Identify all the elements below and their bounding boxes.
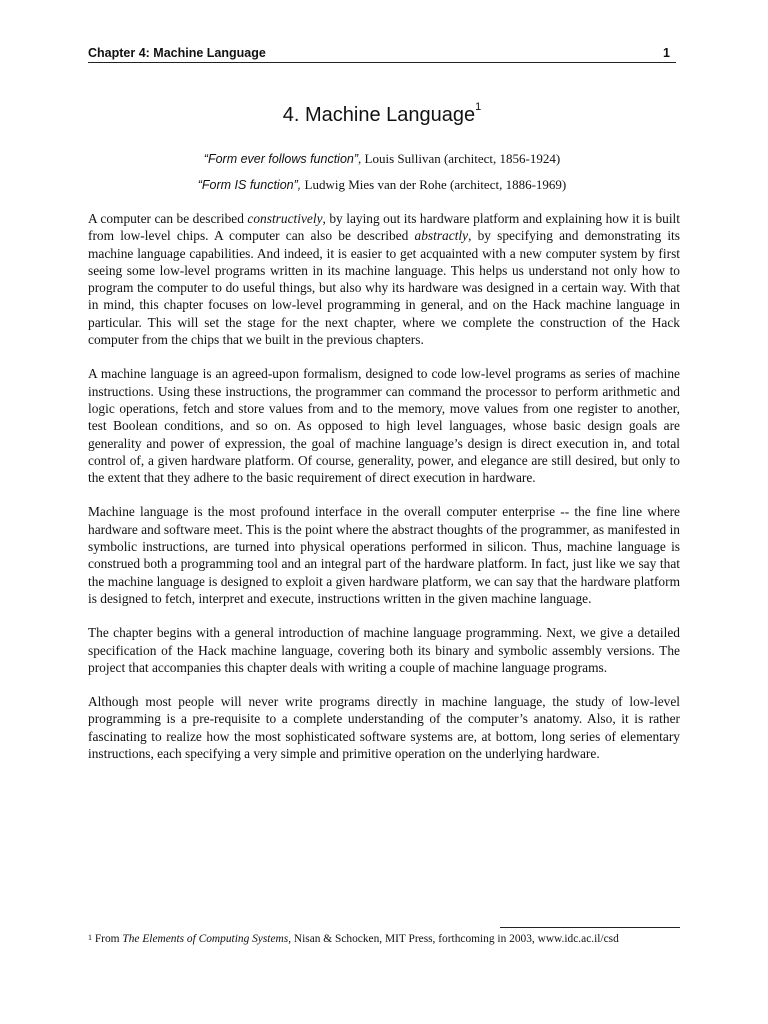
chapter-body [88,210,680,779]
epigraph-quote: “Form IS function”, [197,178,302,192]
paragraph-interface: Machine language is the most profound interface in the overall computer enterprise -- the fine line where hardware and software meet. This is the point where the abstract thoughts of the programmer, as manifested in symbolic instructions, are turned into physical operations performed in silicon. Thus, machine language is construed both a programming tool and an integral part of the hardware platform. In fact, just like we say that the machine language is designed to exploit a given hardware platform, we can say that the hardware platform is designed to fetch, interpret and execute, instructions written in the given machine language. [88,504,680,606]
paragraph-chapter-overview: The chapter begins with a general introduction of machine language programming. Next, we give a detailed specification of the Hack machine language, covering both its binary and symbolic assembly versions. The project that accompanies this chapter deals with writing a couple of machine language programs. [88,625,680,675]
footnote-divider [500,927,680,928]
epigraph-attribution: Ludwig Mies van der Rohe (architect, 1886-1969) [301,177,567,192]
chapter-header: Chapter 4: Machine Language [88,46,266,60]
footnote [88,933,688,945]
paragraph-text: , by specifying and demonstrating its machine language capabilities. And indeed, it is easier to get acquainted with a new computer system by first seeing some low-level programs written in its machine language. This helps us understand not only how to program the computer to do useful things, but also why its hardware was designed in a certain way. With that in mind, this chapter focuses on low-level programming in general, and on the Hack machine language in particular. This will set the stage for the next chapter, where we complete the construction of the Hack computer from the chips that we built in the previous chapters. [88,228,680,348]
title-footnote-mark[interactable]: 1 [475,101,482,113]
paragraph-machine-language: A machine language is an agreed-upon formalism, designed to code low-level programs as series of machine instructions. Using these instructions, the programmer can command the processor to perform arithmetic and logic operations, fetch and store values from and to the memory, move values from one register to another, test Boolean conditions, and so on. As opposed to high level languages, whose basic design goals are generality and power of expression, the goal of machine language’s design is direct execution in, and total control of, a given hardware platform. Of course, generality, power, and elegance are still desired, but only to the extent that they adhere to the basic requirement of direct execution in hardware. [88,366,680,486]
chapter-title-text: 4. Machine Language [282,104,476,126]
emphasis-abstractly: abstractly [414,228,469,244]
footnote-mark: 1 [88,933,92,942]
epigraph-quote: “Form ever follows function” [203,152,359,166]
epigraph-attribution: , Louis Sullivan (architect, 1856-1924) [358,151,561,166]
chapter-title [88,101,676,127]
paragraph-low-level: Although most people will never write programs directly in machine language, the study of low-level programming is a pre-requisite to a complete understanding of the computer’s anatomy. Also, it is rather fascinating to realize how the most sophisticated software systems are, at bottom, long series of elementary instructions, each specifying a very simple and primitive operation on the underlying hardware. [88,694,680,762]
emphasis-constructively: constructively [247,211,323,226]
paragraph-intro [88,210,680,348]
running-header [88,44,676,63]
paragraph-text: A computer can be described [88,211,248,226]
footnote-book-title: The Elements of Computing Systems [122,933,289,945]
epigraph-sullivan [88,151,676,167]
paragraph-text: , by laying out its hardware platform and explaining how it is built from low-level chips. A computer can also be described [88,211,681,244]
epigraph-mies [88,177,676,193]
footnote-text: , Nisan & Schocken, MIT Press, forthcoming in 2003, www.idc.ac.il/csd [288,933,619,945]
page-number: 1 [663,46,670,60]
footnote-text: From [92,933,123,945]
